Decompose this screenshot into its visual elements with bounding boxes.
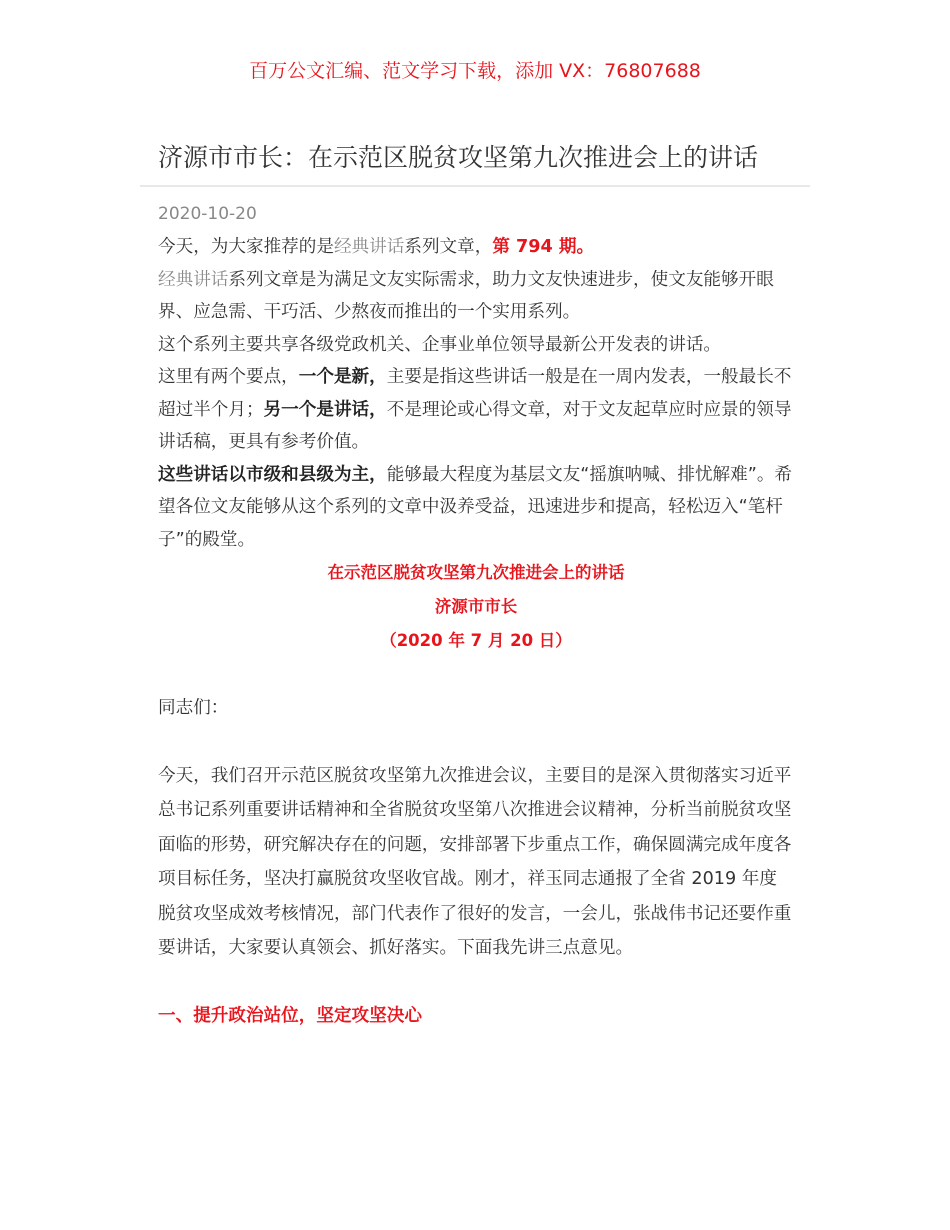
bold-text: 一个是新， xyxy=(298,367,387,387)
publish-date: 2020-10-20 xyxy=(158,204,257,224)
intro-paragraph xyxy=(158,231,794,264)
intro-paragraph xyxy=(158,459,794,557)
series-name: 经典讲话 xyxy=(158,269,229,290)
bold-text: 这些讲话以市级和县级为主， xyxy=(158,464,387,485)
salutation: 同志们： xyxy=(158,698,229,718)
speech-paragraph: 今天，我们召开示范区脱贫攻坚第九次推进会议，主要目的是深入贯彻落实习近平总书记系列重要讲话精神和全省脱贫攻坚第八次推进会议精神，分析当前脱贫攻坚面临的形势，研究解决存在的问题，安排部署下步重点工作，确保圆满完成年度各项目标任务，坚决打赢脱贫攻坚收官战。刚才，祥玉同志通报了全省 2019 年度脱贫攻坚成效考核情况，部门代表作了很好的发言，一会儿，张战伟书记还要作重要讲话，大家要认真领会、抓好落实。下面我先讲三点意见。 xyxy=(158,765,792,958)
series-name: 经典讲话 xyxy=(333,237,405,257)
text: 今天，为大家推荐的是 xyxy=(158,237,334,257)
section-heading: 一、提升政治站位，坚定攻坚决心 xyxy=(158,1005,422,1026)
speech-title: 在示范区脱贫攻坚第九次推进会上的讲话 xyxy=(327,563,625,582)
bold-text: 另一个是讲话， xyxy=(263,399,387,420)
intro-paragraph xyxy=(158,264,794,329)
watermark-banner: 百万公文汇编、范文学习下载，添加 VX：76807688 xyxy=(249,60,701,82)
text: 系列文章， xyxy=(404,237,493,257)
text: 主要是指这些讲话一般是在一周内发表，一般最长不超过半个月； xyxy=(158,367,792,420)
issue-number: 第 794 期。 xyxy=(492,237,595,257)
intro-paragraph: 这个系列主要共享各级党政机关、企事业单位领导最新公开发表的讲话。 xyxy=(158,334,722,355)
article-body xyxy=(158,231,794,1032)
intro-paragraph xyxy=(158,361,794,459)
speech-date: （2020 年 7 月 20 日） xyxy=(380,631,572,650)
divider xyxy=(140,185,810,187)
text: 系列文章是为满足文友实际需求，助力文友快速进步，使文友能够开眼界、应急需、干巧活、少熬夜而推出的一个实用系列。 xyxy=(158,269,774,322)
article-title: 济源市市长：在示范区脱贫攻坚第九次推进会上的讲话 xyxy=(158,143,759,172)
text: 这里有两个要点， xyxy=(158,367,299,387)
text: 不是理论或心得文章，对于文友起草应时应景的领导讲话稿，更具有参考价值。 xyxy=(158,399,792,452)
text: 能够最大程度为基层文友“摇旗呐喊、排忧解难”。希望各位文友能够从这个系列的文章中汲养受益，迅速进步和提高，轻松迈入“笔杆子”的殿堂。 xyxy=(158,464,793,550)
speech-speaker: 济源市市长 xyxy=(434,597,518,616)
